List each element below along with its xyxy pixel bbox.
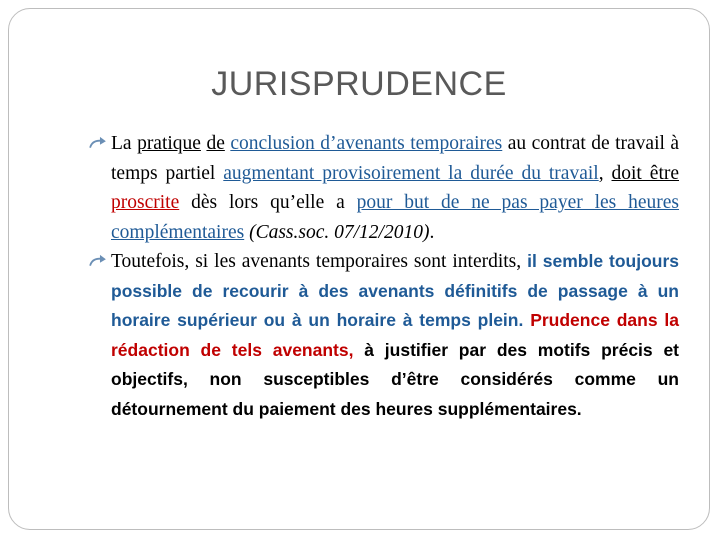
p1-text-7: , [598, 162, 604, 184]
p1-text-8: doit être [611, 162, 680, 184]
p2-text-1: Toutefois, si les avenants temporaires sont interdits, [111, 251, 522, 272]
p2-text-4: à justifier par des motifs précis et objectifs, non susceptibles d’être considérés comme un détournement du paiement des heures supplémentaires. [111, 339, 679, 419]
p2-text-3: Prudence dans la rédaction de tels avenants, [111, 310, 679, 360]
p1-text-3: de [206, 133, 225, 154]
p1-text-4: conclusion d’avenants temporaires [230, 133, 503, 154]
slide-title: JURISPRUDENCE [211, 65, 507, 103]
slide [8, 8, 710, 530]
slide-body [87, 129, 679, 424]
p1-text-5: au contrat de travail à temps partiel [111, 133, 680, 184]
curved-arrow-bullet-icon [87, 129, 109, 159]
p1-text-1: La [111, 133, 132, 154]
p1-citation: (Cass.soc. 07/12/2010) [249, 221, 430, 243]
curved-arrow-bullet-icon [87, 247, 109, 277]
p1-text-10: dès lors qu’elle a [191, 192, 345, 213]
p1-text-11: pour but de ne pas payer les heures complémentaires [111, 192, 680, 243]
paragraph-1 [87, 129, 679, 247]
paragraph-2 [87, 247, 679, 424]
p1-text-6: augmentant provisoirement la durée du travail [223, 162, 599, 184]
p1-text-9: proscrite [111, 192, 180, 213]
p1-text-2: pratique [137, 133, 201, 154]
p2-text-2: il semble toujours possible de recourir à des avenants définitifs de passage à un horaire supérieur ou à un horaire à temps plein. [111, 251, 680, 330]
p1-text-13: . [429, 221, 435, 243]
